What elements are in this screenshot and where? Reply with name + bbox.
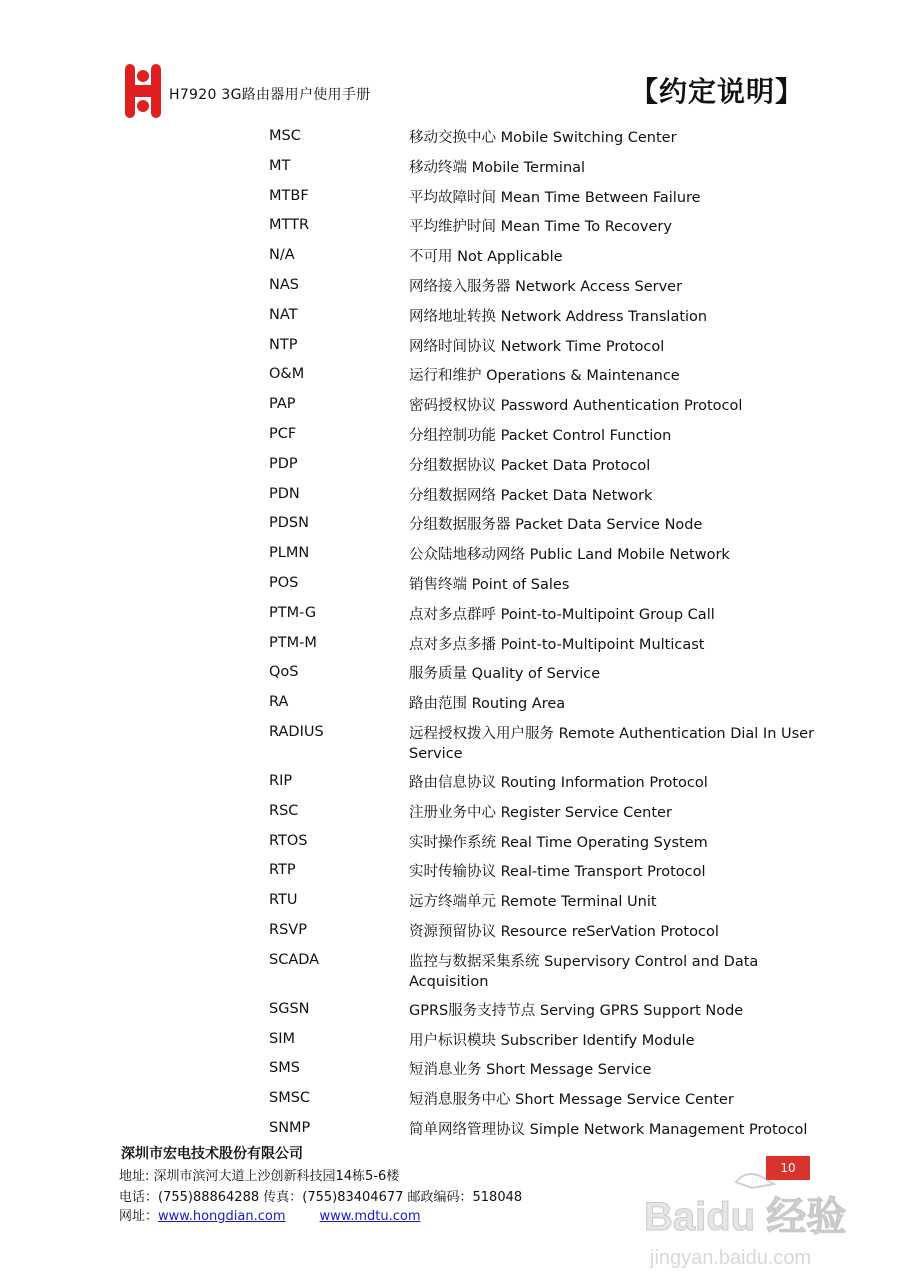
glossary-abbreviation: SCADA xyxy=(269,951,320,968)
glossary-definition: 简单网络管理协议 Simple Network Management Protocol xyxy=(409,1121,808,1138)
glossary-abbreviation: POS xyxy=(269,574,299,591)
glossary-row xyxy=(0,629,904,659)
glossary-definition: 移动交换中心 Mobile Switching Center xyxy=(409,130,677,146)
glossary-row xyxy=(0,182,904,212)
page-header xyxy=(0,0,904,130)
page-footer xyxy=(0,1140,904,1280)
glossary-abbreviation: MT xyxy=(269,157,291,174)
glossary-abbreviation: PAP xyxy=(269,396,296,413)
glossary-definition: 公众陆地移动网络 Public Land Mobile Network xyxy=(409,547,730,564)
glossary-definition: 网络时间协议 Network Time Protocol xyxy=(409,338,665,355)
glossary-definition: 分组数据网络 Packet Data Network xyxy=(409,487,653,504)
company-name: 深圳市宏电技术股份有限公司 xyxy=(121,1146,303,1162)
glossary-definition: GPRS服务支持节点 Serving GPRS Support Node xyxy=(409,1002,744,1019)
glossary-row xyxy=(0,995,904,1025)
glossary-abbreviation: RADIUS xyxy=(269,723,324,740)
glossary-abbreviation: PTM-G xyxy=(269,604,317,621)
page-number: 10 xyxy=(766,1156,810,1180)
glossary-abbreviation: RTOS xyxy=(269,832,308,849)
glossary-row xyxy=(0,856,904,886)
glossary-definition: 短消息业务 Short Message Service xyxy=(409,1062,652,1079)
website-link-mdtu[interactable]: www.mdtu.com xyxy=(319,1209,421,1224)
glossary-row xyxy=(0,122,904,152)
glossary-row xyxy=(0,718,904,767)
glossary-row xyxy=(0,1084,904,1114)
glossary-abbreviation: RTU xyxy=(269,892,298,909)
glossary-abbreviation: RSC xyxy=(269,802,299,819)
glossary-row xyxy=(0,360,904,390)
glossary-abbreviation: RIP xyxy=(269,772,293,789)
glossary-definition: 远方终端单元 Remote Terminal Unit xyxy=(409,894,657,911)
glossary-abbreviation: N/A xyxy=(269,247,295,264)
watermark-text: Baidu 经验 xyxy=(644,1195,847,1239)
glossary-definition: 分组控制功能 Packet Control Function xyxy=(409,427,672,444)
glossary-abbreviation: SGSN xyxy=(269,1000,310,1017)
glossary-row xyxy=(0,688,904,718)
glossary-row xyxy=(0,946,904,995)
glossary-row xyxy=(0,211,904,241)
glossary-definition: 监控与数据采集系统 Supervisory Control and Data Acquisition xyxy=(409,953,759,990)
glossary-abbreviation: PCF xyxy=(269,425,297,442)
glossary-row xyxy=(0,271,904,301)
glossary-abbreviation: NAT xyxy=(269,306,298,323)
glossary-row xyxy=(0,1054,904,1084)
glossary-row xyxy=(0,450,904,480)
glossary-abbreviation: NTP xyxy=(269,336,298,353)
glossary-abbreviation: PDP xyxy=(269,455,298,472)
glossary-abbreviation: RA xyxy=(269,694,289,711)
glossary-row xyxy=(0,797,904,827)
glossary-definition: 服务质量 Quality of Service xyxy=(409,666,601,683)
company-contact: 电话：(755)88864288 传真：(755)83404677 邮政编码：518048 xyxy=(119,1190,523,1205)
glossary-row xyxy=(0,480,904,510)
glossary-abbreviation: MSC xyxy=(269,128,301,144)
glossary-row xyxy=(0,658,904,688)
glossary-definition: 分组数据协议 Packet Data Protocol xyxy=(409,457,651,474)
glossary-definition: 注册业务中心 Register Service Center xyxy=(409,804,672,821)
glossary-definition: 路由范围 Routing Area xyxy=(409,696,566,713)
glossary-abbreviation: PTM-M xyxy=(269,634,317,651)
glossary-definition: 点对多点多播 Point-to-Multipoint Multicast xyxy=(409,636,705,653)
company-websites xyxy=(119,1205,421,1224)
glossary-definition: 短消息服务中心 Short Message Service Center xyxy=(409,1092,734,1109)
glossary-row xyxy=(0,301,904,331)
glossary-abbreviation: MTTR xyxy=(269,217,310,234)
baidu-watermark-icon xyxy=(640,1168,860,1278)
glossary-definition: 不可用 Not Applicable xyxy=(409,249,563,266)
glossary-row xyxy=(0,569,904,599)
glossary-row xyxy=(0,390,904,420)
glossary-abbreviation: PLMN xyxy=(269,545,310,562)
glossary-row xyxy=(0,886,904,916)
glossary-row xyxy=(0,539,904,569)
glossary-row xyxy=(0,827,904,857)
glossary-definition: 平均维护时间 Mean Time To Recovery xyxy=(409,219,672,236)
glossary-definition: 远程授权拨入用户服务 Remote Authentication Dial In User Service xyxy=(409,725,815,762)
hongdian-logo-icon xyxy=(122,62,164,120)
glossary-definition: 路由信息协议 Routing Information Protocol xyxy=(409,774,708,791)
glossary-abbreviation: RTP xyxy=(269,862,296,879)
glossary-list xyxy=(0,122,904,1144)
watermark-url: jingyan.baidu.com xyxy=(650,1247,812,1269)
glossary-row xyxy=(0,767,904,797)
glossary-definition: 网络地址转换 Network Address Translation xyxy=(409,308,708,325)
glossary-definition: 用户标识模块 Subscriber Identify Module xyxy=(409,1032,695,1049)
glossary-definition: 移动终端 Mobile Terminal xyxy=(409,159,586,176)
glossary-row xyxy=(0,1025,904,1055)
glossary-abbreviation: NAS xyxy=(269,276,299,293)
glossary-definition: 资源预留协议 Resource reSerVation Protocol xyxy=(409,923,719,940)
glossary-row xyxy=(0,152,904,182)
glossary-definition: 密码授权协议 Password Authentication Protocol xyxy=(409,398,743,415)
glossary-abbreviation: SIM xyxy=(269,1030,295,1047)
glossary-row xyxy=(0,420,904,450)
glossary-abbreviation: MTBF xyxy=(269,187,309,204)
glossary-definition: 平均故障时间 Mean Time Between Failure xyxy=(409,189,701,206)
glossary-definition: 运行和维护 Operations & Maintenance xyxy=(409,368,680,385)
glossary-row xyxy=(0,916,904,946)
glossary-definition: 分组数据服务器 Packet Data Service Node xyxy=(409,517,703,534)
glossary-definition: 实时操作系统 Real Time Operating System xyxy=(409,834,708,851)
glossary-row xyxy=(0,331,904,361)
glossary-abbreviation: PDSN xyxy=(269,515,309,532)
glossary-definition: 点对多点群呼 Point-to-Multipoint Group Call xyxy=(409,606,715,623)
glossary-definition: 网络接入服务器 Network Access Server xyxy=(409,278,683,295)
glossary-abbreviation: SNMP xyxy=(269,1119,311,1136)
glossary-row xyxy=(0,241,904,271)
company-address: 地址: 深圳市滨河大道上沙创新科技园14栋5-6楼 xyxy=(119,1169,400,1184)
glossary-abbreviation: QoS xyxy=(269,664,299,681)
glossary-abbreviation: SMSC xyxy=(269,1090,311,1107)
glossary-row xyxy=(0,599,904,629)
website-link-hongdian[interactable]: www.hongdian.com xyxy=(158,1209,286,1224)
glossary-row xyxy=(0,509,904,539)
glossary-definition: 实时传输协议 Real-time Transport Protocol xyxy=(409,864,706,881)
web-label: 网址： xyxy=(119,1209,159,1224)
glossary-definition: 销售终端 Point of Sales xyxy=(409,576,570,593)
glossary-abbreviation: RSVP xyxy=(269,921,307,938)
document-title: H7920 3G路由器用户使用手册 xyxy=(169,87,371,103)
section-title: 【约定说明】 xyxy=(630,75,805,108)
glossary-abbreviation: O&M xyxy=(269,366,305,383)
glossary-abbreviation: PDN xyxy=(269,485,300,502)
glossary-abbreviation: SMS xyxy=(269,1060,300,1077)
